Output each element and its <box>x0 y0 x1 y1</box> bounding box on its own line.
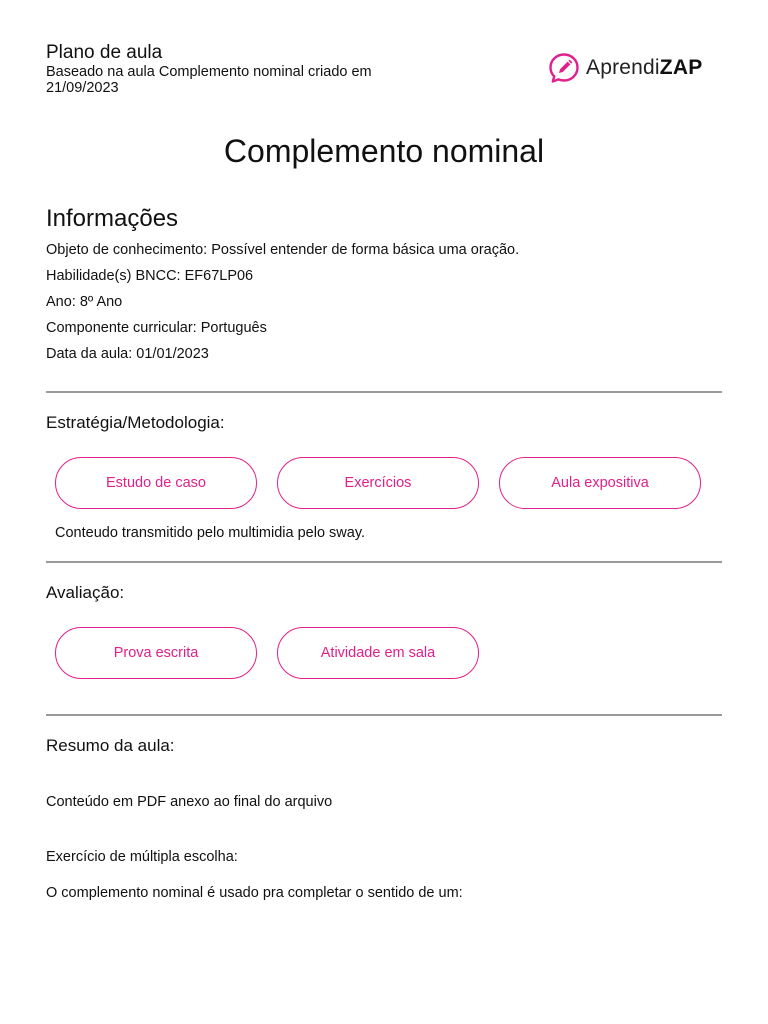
document-subtitle-line1: Baseado na aula Complemento nominal criado em <box>46 64 372 80</box>
info-objeto-conhecimento: Objeto de conhecimento: Possível entender de forma básica uma oração. <box>46 242 520 258</box>
page-title: Complemento nominal <box>223 133 545 169</box>
informacoes-heading: Informações <box>46 205 179 232</box>
resumo-heading: Resumo da aula: <box>46 736 175 755</box>
resumo-pdf-note: Conteúdo em PDF anexo ao final do arquivo <box>46 794 333 810</box>
pill-exercicios: Exercícios <box>277 457 479 509</box>
info-habilidade-bncc: Habilidade(s) BNCC: EF67LP06 <box>46 268 254 284</box>
pencil-speech-bubble-icon <box>548 52 580 84</box>
section-divider <box>46 391 722 393</box>
info-ano: Ano: 8º Ano <box>46 294 123 310</box>
estrategia-pill-row <box>55 457 701 509</box>
info-componente-curricular: Componente curricular: Português <box>46 320 267 336</box>
resumo-question-text: O complemento nominal é usado pra completar o sentido de um: <box>46 885 463 901</box>
document-header <box>46 42 426 96</box>
info-data-aula: Data da aula: 01/01/2023 <box>46 346 209 362</box>
document-type: Plano de aula <box>46 42 163 63</box>
estrategia-note: Conteudo transmitido pelo multimidia pelo sway. <box>55 525 366 541</box>
aprendizap-logo <box>548 51 702 85</box>
logo-text-bold: ZAP <box>659 56 703 79</box>
pill-aula-expositiva: Aula expositiva <box>499 457 701 509</box>
document-subtitle-line2: 21/09/2023 <box>46 80 119 96</box>
avaliacao-heading: Avaliação: <box>46 583 125 602</box>
logo-text-regular: Aprendi <box>586 56 660 79</box>
section-divider <box>46 561 722 563</box>
resumo-exercicio-heading: Exercício de múltipla escolha: <box>46 849 238 865</box>
pill-atividade-em-sala: Atividade em sala <box>277 627 479 679</box>
section-divider <box>46 714 722 716</box>
pill-estudo-de-caso: Estudo de caso <box>55 457 257 509</box>
pill-prova-escrita: Prova escrita <box>55 627 257 679</box>
logo-wordmark <box>586 56 702 80</box>
informacoes-list <box>46 240 519 370</box>
estrategia-heading: Estratégia/Metodologia: <box>46 413 225 432</box>
avaliacao-pill-row <box>55 627 479 679</box>
